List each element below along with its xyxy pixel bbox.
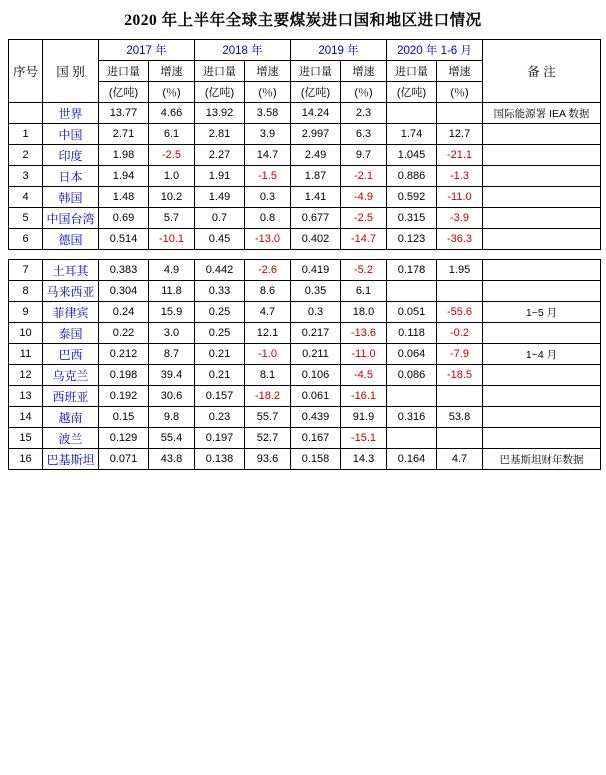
cell-growth-2018: 3.9 bbox=[245, 124, 291, 145]
cell-import-2019: 0.3 bbox=[291, 302, 341, 323]
header-unit-import-2017: (亿吨) bbox=[99, 82, 149, 103]
cell-import-2020: 0.886 bbox=[387, 166, 437, 187]
cell-import-2019: 0.35 bbox=[291, 281, 341, 302]
cell-growth-2020: -18.5 bbox=[437, 365, 483, 386]
header-import-2018: 进口量 bbox=[195, 61, 245, 82]
cell-import-2019: 1.87 bbox=[291, 166, 341, 187]
table-header bbox=[9, 40, 601, 103]
table-body-part1 bbox=[9, 103, 601, 250]
cell-country: 中国 bbox=[43, 124, 99, 145]
cell-growth-2019: -13.6 bbox=[341, 323, 387, 344]
cell-import-2017: 0.071 bbox=[99, 449, 149, 470]
header-unit-growth-2020: (％) bbox=[437, 82, 483, 103]
cell-import-2019: 0.211 bbox=[291, 344, 341, 365]
cell-growth-2020 bbox=[437, 428, 483, 449]
cell-import-2019: 0.167 bbox=[291, 428, 341, 449]
cell-index: 11 bbox=[9, 344, 43, 365]
cell-note bbox=[483, 428, 601, 449]
table-row bbox=[9, 302, 601, 323]
cell-note bbox=[483, 323, 601, 344]
cell-import-2017: 0.69 bbox=[99, 208, 149, 229]
cell-growth-2020: -21.1 bbox=[437, 145, 483, 166]
cell-index: 5 bbox=[9, 208, 43, 229]
cell-import-2020: 0.064 bbox=[387, 344, 437, 365]
cell-growth-2017: 3.0 bbox=[149, 323, 195, 344]
header-note: 备 注 bbox=[483, 40, 601, 103]
cell-import-2017: 0.22 bbox=[99, 323, 149, 344]
cell-index: 16 bbox=[9, 449, 43, 470]
cell-import-2018: 1.49 bbox=[195, 187, 245, 208]
cell-index: 9 bbox=[9, 302, 43, 323]
cell-note bbox=[483, 260, 601, 281]
table-row bbox=[9, 386, 601, 407]
cell-import-2020: 0.118 bbox=[387, 323, 437, 344]
cell-import-2017: 0.212 bbox=[99, 344, 149, 365]
cell-growth-2019: 18.0 bbox=[341, 302, 387, 323]
cell-import-2018: 0.442 bbox=[195, 260, 245, 281]
cell-growth-2020: -7.9 bbox=[437, 344, 483, 365]
cell-import-2017: 0.304 bbox=[99, 281, 149, 302]
cell-import-2018: 0.33 bbox=[195, 281, 245, 302]
cell-import-2019: 2.997 bbox=[291, 124, 341, 145]
cell-import-2018: 13.92 bbox=[195, 103, 245, 124]
cell-country: 德国 bbox=[43, 229, 99, 250]
table-row bbox=[9, 407, 601, 428]
header-unit-growth-2017: (％) bbox=[149, 82, 195, 103]
cell-country: 韩国 bbox=[43, 187, 99, 208]
cell-growth-2018: 3.58 bbox=[245, 103, 291, 124]
cell-country: 西班亚 bbox=[43, 386, 99, 407]
cell-note bbox=[483, 145, 601, 166]
header-import-2020: 进口量 bbox=[387, 61, 437, 82]
cell-growth-2020 bbox=[437, 281, 483, 302]
cell-import-2017: 0.24 bbox=[99, 302, 149, 323]
cell-import-2018: 2.27 bbox=[195, 145, 245, 166]
table-row bbox=[9, 208, 601, 229]
cell-import-2018: 0.21 bbox=[195, 365, 245, 386]
cell-country: 菲律宾 bbox=[43, 302, 99, 323]
coal-import-table-part1 bbox=[8, 39, 601, 250]
cell-note bbox=[483, 166, 601, 187]
table-gap bbox=[8, 250, 598, 259]
cell-growth-2020: 1.95 bbox=[437, 260, 483, 281]
cell-growth-2020: -36.3 bbox=[437, 229, 483, 250]
cell-growth-2019: 2.3 bbox=[341, 103, 387, 124]
cell-growth-2019: 91.9 bbox=[341, 407, 387, 428]
cell-growth-2017: 43.8 bbox=[149, 449, 195, 470]
cell-growth-2020: -1.3 bbox=[437, 166, 483, 187]
cell-note bbox=[483, 281, 601, 302]
cell-note bbox=[483, 229, 601, 250]
cell-import-2019: 0.419 bbox=[291, 260, 341, 281]
header-growth-2020: 增速 bbox=[437, 61, 483, 82]
cell-note bbox=[483, 208, 601, 229]
cell-import-2018: 0.197 bbox=[195, 428, 245, 449]
cell-growth-2017: 15.9 bbox=[149, 302, 195, 323]
cell-growth-2020: -11.0 bbox=[437, 187, 483, 208]
cell-index: 14 bbox=[9, 407, 43, 428]
cell-country: 中国台湾 bbox=[43, 208, 99, 229]
cell-country: 马来西亚 bbox=[43, 281, 99, 302]
cell-import-2020: 0.315 bbox=[387, 208, 437, 229]
table-row bbox=[9, 260, 601, 281]
cell-import-2020: 0.164 bbox=[387, 449, 437, 470]
header-unit-import-2018: (亿吨) bbox=[195, 82, 245, 103]
cell-note bbox=[483, 386, 601, 407]
cell-growth-2018: -13.0 bbox=[245, 229, 291, 250]
header-unit-import-2020: (亿吨) bbox=[387, 82, 437, 103]
cell-index: 3 bbox=[9, 166, 43, 187]
table-row bbox=[9, 323, 601, 344]
cell-index: 2 bbox=[9, 145, 43, 166]
header-unit-growth-2018: (％) bbox=[245, 82, 291, 103]
table-row bbox=[9, 428, 601, 449]
cell-growth-2018: -1.5 bbox=[245, 166, 291, 187]
cell-growth-2017: 1.0 bbox=[149, 166, 195, 187]
cell-country: 泰国 bbox=[43, 323, 99, 344]
cell-index: 8 bbox=[9, 281, 43, 302]
cell-growth-2017: -2.5 bbox=[149, 145, 195, 166]
cell-growth-2020 bbox=[437, 386, 483, 407]
cell-growth-2017: 4.66 bbox=[149, 103, 195, 124]
cell-import-2017: 0.514 bbox=[99, 229, 149, 250]
cell-country: 日本 bbox=[43, 166, 99, 187]
cell-import-2017: 13.77 bbox=[99, 103, 149, 124]
table-row bbox=[9, 344, 601, 365]
cell-import-2020: 0.316 bbox=[387, 407, 437, 428]
cell-import-2018: 2.81 bbox=[195, 124, 245, 145]
cell-import-2017: 0.198 bbox=[99, 365, 149, 386]
page-title: 2020 年上半年全球主要煤炭进口国和地区进口情况 bbox=[124, 12, 482, 29]
cell-growth-2018: 4.7 bbox=[245, 302, 291, 323]
cell-growth-2017: 9.8 bbox=[149, 407, 195, 428]
cell-import-2017: 0.129 bbox=[99, 428, 149, 449]
cell-import-2020: 0.051 bbox=[387, 302, 437, 323]
header-unit-import-2019: (亿吨) bbox=[291, 82, 341, 103]
cell-index: 1 bbox=[9, 124, 43, 145]
header-country: 国 别 bbox=[43, 40, 99, 103]
cell-note: 国际能源署 IEA 数据 bbox=[483, 103, 601, 124]
cell-import-2019: 14.24 bbox=[291, 103, 341, 124]
table-row bbox=[9, 124, 601, 145]
cell-import-2017: 1.94 bbox=[99, 166, 149, 187]
cell-growth-2019: -5.2 bbox=[341, 260, 387, 281]
cell-growth-2017: 55.4 bbox=[149, 428, 195, 449]
cell-growth-2019: -2.5 bbox=[341, 208, 387, 229]
cell-growth-2018: 14.7 bbox=[245, 145, 291, 166]
cell-country: 波兰 bbox=[43, 428, 99, 449]
cell-country: 土耳其 bbox=[43, 260, 99, 281]
cell-import-2020: 0.086 bbox=[387, 365, 437, 386]
cell-country: 世界 bbox=[43, 103, 99, 124]
cell-import-2018: 0.23 bbox=[195, 407, 245, 428]
cell-growth-2020: 53.8 bbox=[437, 407, 483, 428]
cell-growth-2019: -2.1 bbox=[341, 166, 387, 187]
header-growth-2017: 增速 bbox=[149, 61, 195, 82]
cell-import-2020: 1.74 bbox=[387, 124, 437, 145]
cell-import-2019: 0.439 bbox=[291, 407, 341, 428]
cell-growth-2019: 9.7 bbox=[341, 145, 387, 166]
table-row bbox=[9, 365, 601, 386]
table-row bbox=[9, 166, 601, 187]
cell-growth-2018: -18.2 bbox=[245, 386, 291, 407]
header-index: 序号 bbox=[9, 40, 43, 103]
cell-growth-2017: 4.9 bbox=[149, 260, 195, 281]
cell-country: 巴基斯坦 bbox=[43, 449, 99, 470]
cell-import-2017: 0.15 bbox=[99, 407, 149, 428]
header-year-2017: 2017 年 bbox=[99, 40, 195, 61]
header-import-2017: 进口量 bbox=[99, 61, 149, 82]
cell-import-2019: 0.677 bbox=[291, 208, 341, 229]
cell-index: 6 bbox=[9, 229, 43, 250]
cell-import-2017: 0.192 bbox=[99, 386, 149, 407]
cell-import-2019: 0.106 bbox=[291, 365, 341, 386]
cell-note bbox=[483, 407, 601, 428]
header-unit-growth-2019: (％) bbox=[341, 82, 387, 103]
cell-import-2018: 1.91 bbox=[195, 166, 245, 187]
cell-growth-2019: -14.7 bbox=[341, 229, 387, 250]
header-year-2018: 2018 年 bbox=[195, 40, 291, 61]
cell-import-2020: 1.045 bbox=[387, 145, 437, 166]
cell-country: 巴西 bbox=[43, 344, 99, 365]
table-body-part2 bbox=[9, 260, 601, 470]
cell-import-2019: 0.061 bbox=[291, 386, 341, 407]
cell-growth-2017: 8.7 bbox=[149, 344, 195, 365]
cell-note: 巴基斯坦财年数据 bbox=[483, 449, 601, 470]
table-row bbox=[9, 281, 601, 302]
cell-import-2017: 0.383 bbox=[99, 260, 149, 281]
cell-growth-2019: -15.1 bbox=[341, 428, 387, 449]
cell-country: 越南 bbox=[43, 407, 99, 428]
cell-growth-2017: 5.7 bbox=[149, 208, 195, 229]
cell-import-2020 bbox=[387, 428, 437, 449]
cell-index bbox=[9, 103, 43, 124]
cell-import-2019: 0.402 bbox=[291, 229, 341, 250]
cell-import-2020 bbox=[387, 103, 437, 124]
cell-import-2018: 0.7 bbox=[195, 208, 245, 229]
cell-index: 7 bbox=[9, 260, 43, 281]
cell-import-2017: 2.71 bbox=[99, 124, 149, 145]
cell-growth-2017: 6.1 bbox=[149, 124, 195, 145]
header-year-2020: 2020 年 1-6 月 bbox=[387, 40, 483, 61]
cell-import-2019: 0.158 bbox=[291, 449, 341, 470]
cell-growth-2019: -16.1 bbox=[341, 386, 387, 407]
cell-growth-2017: -10.1 bbox=[149, 229, 195, 250]
cell-growth-2020 bbox=[437, 103, 483, 124]
cell-import-2018: 0.138 bbox=[195, 449, 245, 470]
cell-growth-2018: -2.6 bbox=[245, 260, 291, 281]
cell-import-2020 bbox=[387, 386, 437, 407]
header-year-2019: 2019 年 bbox=[291, 40, 387, 61]
header-growth-2019: 增速 bbox=[341, 61, 387, 82]
cell-index: 4 bbox=[9, 187, 43, 208]
cell-growth-2019: -4.9 bbox=[341, 187, 387, 208]
cell-import-2020: 0.123 bbox=[387, 229, 437, 250]
cell-growth-2019: -4.5 bbox=[341, 365, 387, 386]
cell-growth-2018: 0.8 bbox=[245, 208, 291, 229]
cell-country: 乌克兰 bbox=[43, 365, 99, 386]
cell-growth-2019: 14.3 bbox=[341, 449, 387, 470]
cell-country: 印度 bbox=[43, 145, 99, 166]
cell-growth-2019: -11.0 bbox=[341, 344, 387, 365]
cell-import-2018: 0.45 bbox=[195, 229, 245, 250]
cell-growth-2017: 11.8 bbox=[149, 281, 195, 302]
cell-import-2018: 0.21 bbox=[195, 344, 245, 365]
cell-import-2017: 1.98 bbox=[99, 145, 149, 166]
cell-growth-2018: -1.0 bbox=[245, 344, 291, 365]
cell-import-2020: 0.178 bbox=[387, 260, 437, 281]
cell-import-2018: 0.25 bbox=[195, 302, 245, 323]
cell-growth-2018: 55.7 bbox=[245, 407, 291, 428]
cell-index: 12 bbox=[9, 365, 43, 386]
cell-growth-2020: 12.7 bbox=[437, 124, 483, 145]
cell-growth-2018: 93.6 bbox=[245, 449, 291, 470]
cell-note bbox=[483, 187, 601, 208]
cell-growth-2020: -55.6 bbox=[437, 302, 483, 323]
cell-note: 1~5 月 bbox=[483, 302, 601, 323]
cell-growth-2017: 30.6 bbox=[149, 386, 195, 407]
coal-import-table-part2 bbox=[8, 259, 601, 470]
cell-import-2019: 0.217 bbox=[291, 323, 341, 344]
cell-growth-2019: 6.1 bbox=[341, 281, 387, 302]
cell-note bbox=[483, 365, 601, 386]
cell-growth-2018: 12.1 bbox=[245, 323, 291, 344]
cell-growth-2020: 4.7 bbox=[437, 449, 483, 470]
table-row bbox=[9, 103, 601, 124]
table-row bbox=[9, 187, 601, 208]
cell-note: 1~4 月 bbox=[483, 344, 601, 365]
cell-growth-2020: -0.2 bbox=[437, 323, 483, 344]
cell-import-2018: 0.25 bbox=[195, 323, 245, 344]
table-row bbox=[9, 145, 601, 166]
cell-import-2019: 2.49 bbox=[291, 145, 341, 166]
cell-import-2020: 0.592 bbox=[387, 187, 437, 208]
header-growth-2018: 增速 bbox=[245, 61, 291, 82]
cell-index: 13 bbox=[9, 386, 43, 407]
cell-import-2018: 0.157 bbox=[195, 386, 245, 407]
cell-growth-2020: -3.9 bbox=[437, 208, 483, 229]
cell-index: 15 bbox=[9, 428, 43, 449]
cell-import-2020 bbox=[387, 281, 437, 302]
cell-import-2019: 1.41 bbox=[291, 187, 341, 208]
header-import-2019: 进口量 bbox=[291, 61, 341, 82]
cell-growth-2018: 8.1 bbox=[245, 365, 291, 386]
cell-growth-2019: 6.3 bbox=[341, 124, 387, 145]
cell-growth-2018: 52.7 bbox=[245, 428, 291, 449]
cell-growth-2017: 10.2 bbox=[149, 187, 195, 208]
cell-growth-2017: 39.4 bbox=[149, 365, 195, 386]
table-row bbox=[9, 229, 601, 250]
cell-note bbox=[483, 124, 601, 145]
table-row bbox=[9, 449, 601, 470]
cell-import-2017: 1.48 bbox=[99, 187, 149, 208]
cell-index: 10 bbox=[9, 323, 43, 344]
cell-growth-2018: 0.3 bbox=[245, 187, 291, 208]
cell-growth-2018: 8.6 bbox=[245, 281, 291, 302]
